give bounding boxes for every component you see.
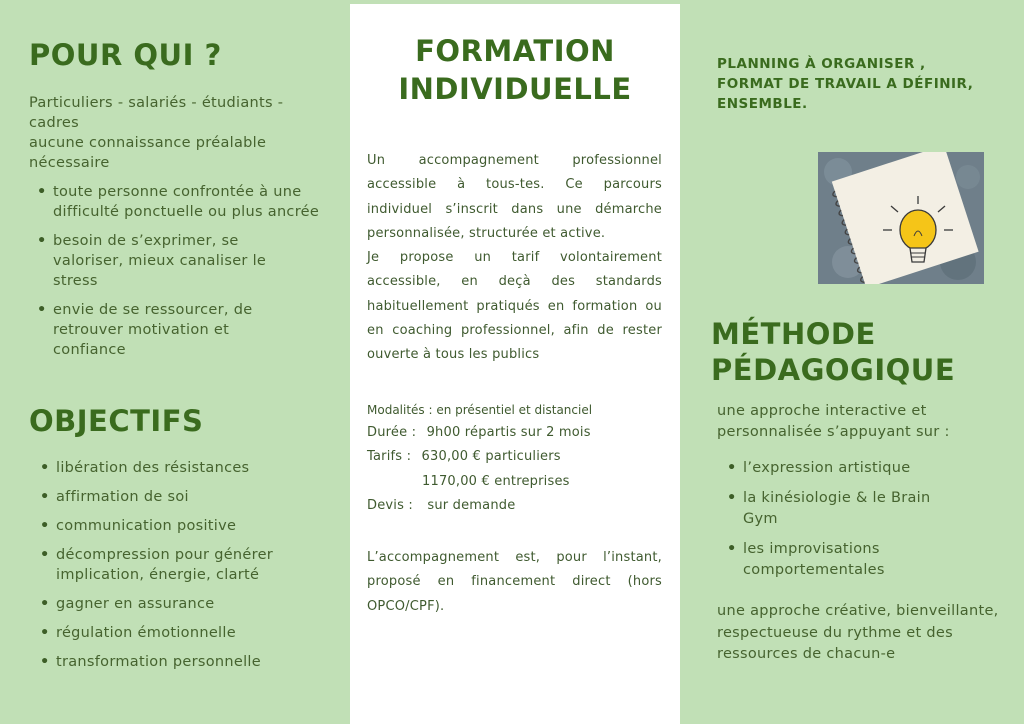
- list-item: • communication positive: [40, 516, 320, 536]
- formation-title-line2: INDIVIDUELLE: [398, 72, 632, 106]
- devis-label: Devis :: [367, 497, 413, 513]
- methode-outro: une approche créative, bienveillante, respectueuse du rythme et des ressources de chacun-e: [717, 603, 999, 662]
- methode-intro: une approche interactive et personnalisée s’appuyant sur :: [717, 403, 950, 440]
- planning-line-3: ENSEMBLE.: [717, 96, 808, 112]
- list-item: • régulation émotionnelle: [40, 623, 320, 643]
- pour-qui-intro-1: Particuliers - salariés - étudiants - cadres: [29, 95, 284, 131]
- details-block: [367, 421, 662, 518]
- pour-qui-title: POUR QUI ?: [29, 38, 222, 72]
- list-item: • affirmation de soi: [40, 487, 320, 507]
- list-item: • besoin de s’exprimer, se valoriser, mieux canaliser le stress: [37, 231, 297, 291]
- devis-value: sur demande: [427, 497, 516, 513]
- tarifs-label: Tarifs :: [367, 449, 412, 465]
- left-panel: [0, 0, 350, 724]
- methode-list: [727, 458, 982, 581]
- list-item: • envie de se ressourcer, de retrouver motivation et confiance: [37, 300, 287, 360]
- methode-title-line2: PÉDAGOGIQUE: [711, 353, 956, 387]
- list-item: • les improvisations comportementales: [727, 539, 927, 581]
- duree-value: 9h00 répartis sur 2 mois: [426, 425, 591, 440]
- formation-title: [350, 32, 680, 108]
- formation-title-line1: FORMATION: [415, 34, 615, 68]
- tarifs-row: [367, 445, 662, 469]
- duree-label: Durée :: [367, 425, 417, 440]
- devis-row: [367, 494, 662, 518]
- intro-paragraph: Un accompagnement professionnel accessible à tous-tes. Ce parcours individuel s’inscrit dans une démarche personnalisée, structurée et active.: [367, 153, 662, 241]
- list-item: • décompression pour générer implication, énergie, clarté: [40, 545, 320, 585]
- tarif-paragraph: Je propose un tarif volontairement accessible, en deçà des standards habituellement pratiqués en formation ou en coaching professionnel, afin de rester ouverte à tous les publics: [367, 250, 662, 363]
- right-panel: [680, 0, 1024, 724]
- modalites-text: Modalités : en présentiel et distanciel: [367, 403, 593, 417]
- lightbulb-icon: [818, 152, 984, 284]
- lightbulb-notebook-photo: [818, 152, 984, 284]
- list-item: • toute personne confrontée à une difficulté ponctuelle ou plus ancrée: [37, 182, 329, 222]
- methode-title: [711, 316, 955, 388]
- duree-row: [367, 421, 662, 445]
- list-item: • l’expression artistique: [727, 458, 982, 479]
- tarifs-value-2: 1170,00 € entreprises: [422, 473, 570, 489]
- tarifs-value-1: 630,00 € particuliers: [421, 449, 561, 465]
- planning-line-2: FORMAT DE TRAVAIL A DÉFINIR,: [717, 76, 974, 92]
- list-item: • la kinésiologie & le Brain Gym: [727, 488, 957, 530]
- list-item: • transformation personnelle: [40, 652, 320, 672]
- financement-paragraph: L’accompagnement est, pour l’instant, proposé en financement direct (hors OPCO/CPF).: [367, 550, 662, 614]
- pour-qui-intro-2: aucune connaissance préalable nécessaire: [29, 135, 267, 171]
- objectifs-list: [40, 458, 320, 672]
- objectifs-title: OBJECTIFS: [29, 404, 204, 438]
- list-item: • gagner en assurance: [40, 594, 320, 614]
- pour-qui-list: [37, 182, 329, 360]
- pour-qui-intro: [29, 93, 329, 173]
- planning-line-1: PLANNING À ORGANISER ,: [717, 56, 926, 72]
- list-item: • libération des résistances: [40, 458, 320, 478]
- planning-text: [717, 54, 1017, 114]
- tarifs-row-2: [367, 470, 662, 494]
- center-panel: [350, 4, 680, 724]
- methode-title-line1: MÉTHODE: [711, 317, 876, 351]
